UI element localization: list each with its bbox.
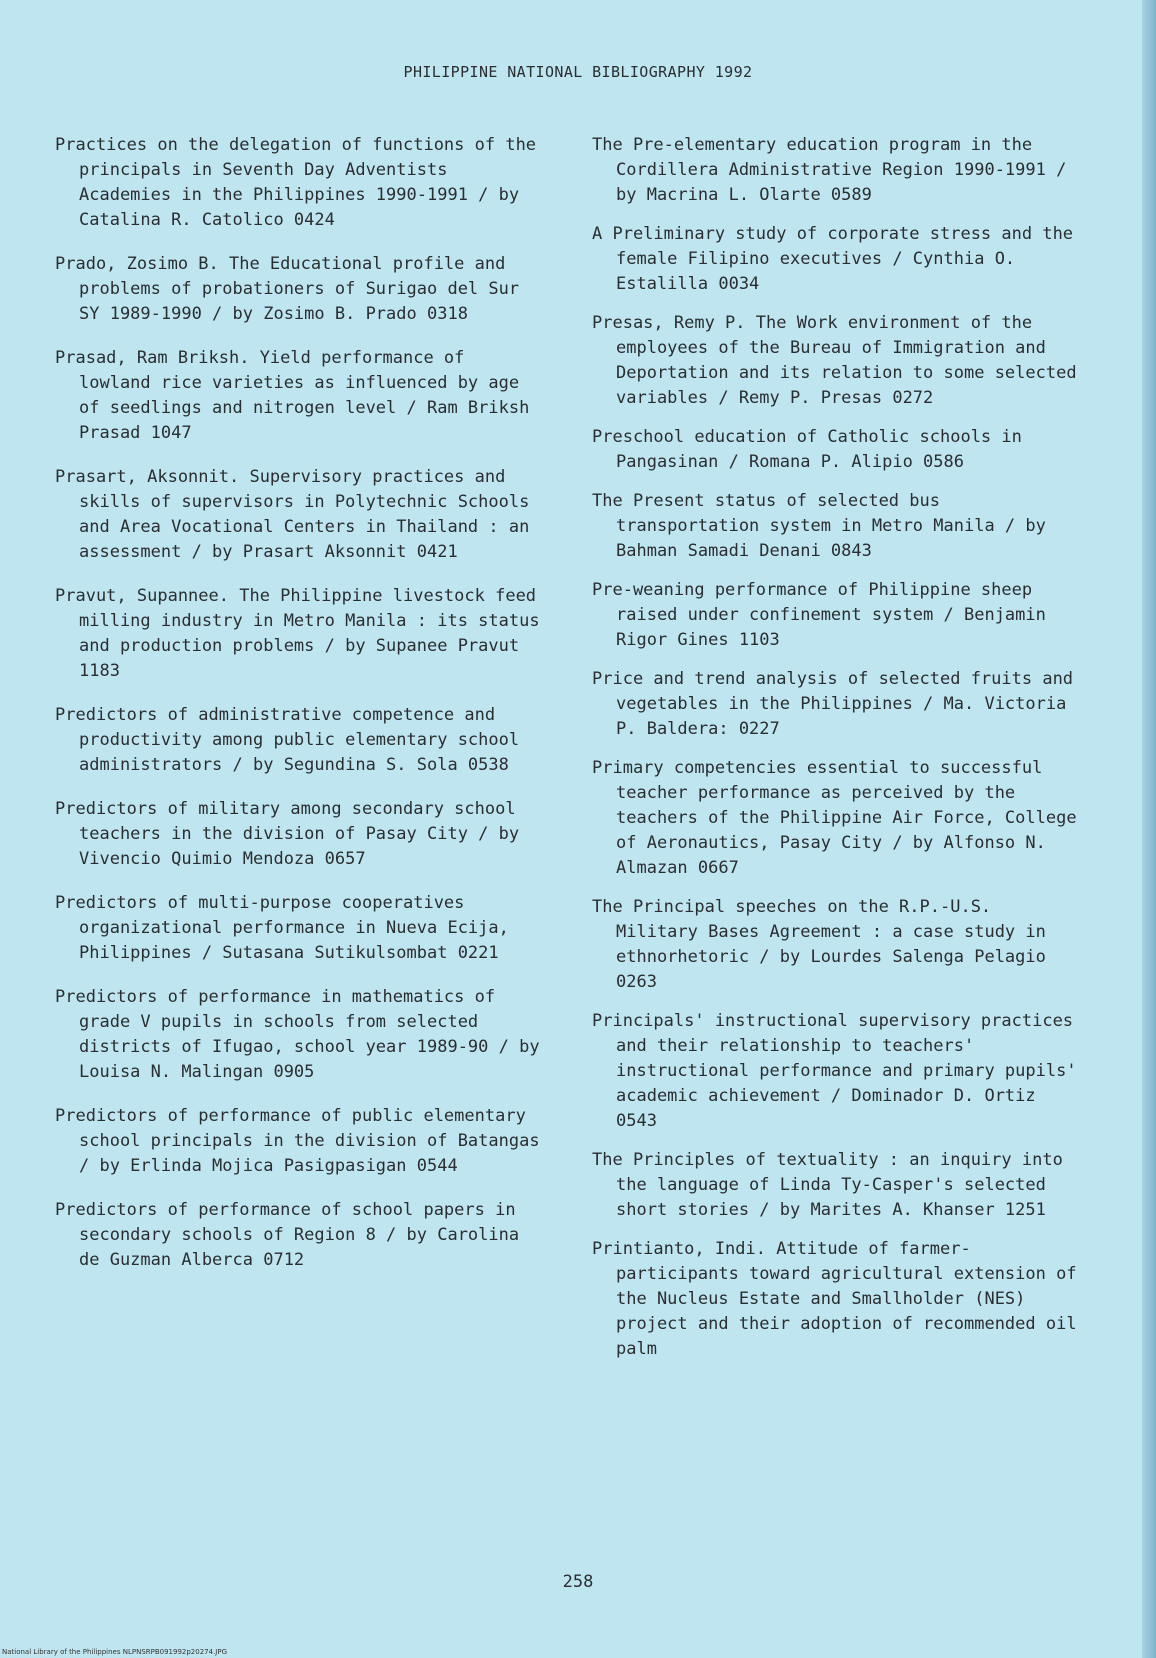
bib-entry: Pre-weaning performance of Philippine sheep raised under confinement system / Benjamin Rigor Gines 1103 xyxy=(592,580,1046,650)
page-header: PHILIPPINE NATIONAL BIBLIOGRAPHY 1992 xyxy=(403,63,753,81)
bib-entry: Predictors of performance in mathematics of grade V pupils in schools from selected districts of Ifugao, school year 1989-90 / by Louisa N. Malingan 0905 xyxy=(55,987,540,1082)
bib-entry: Prasart, Aksonnit. Supervisory practices and skills of supervisors in Polytechnic Schools and Area Vocational Centers in Thailand : an assessment / by Prasart Aksonnit 0421 xyxy=(55,467,530,562)
bib-entry: Primary competencies essential to successful teacher performance as perceived by the teachers of the Philippine Air Force, College of Aeronautics, Pasay City / by Alfonso N. Almazan 0667 xyxy=(592,758,1077,878)
bib-entry: Prado, Zosimo B. The Educational profile and problems of probationers of Surigao del Sur SY 1989-1990 / by Zosimo B. Prado 0318 xyxy=(55,254,520,324)
bib-entry: Predictors of administrative competence and productivity among public elementary school administrators / by Segundina S. Sola 0538 xyxy=(55,705,520,775)
bib-entry: Pravut, Supannee. The Philippine livestock feed milling industry in Metro Manila : its status and production problems / by Supanee Pravut 1183 xyxy=(55,586,540,681)
bib-entry: Principals' instructional supervisory practices and their relationship to teachers' instructional performance and primary pupils' academic achievement / Dominador D. Ortiz 0543 xyxy=(592,1011,1077,1131)
scan-credit: National Library of the Philippines NLPNSRPB091992p20274.JPG xyxy=(2,1648,228,1656)
bib-entry: Presas, Remy P. The Work environment of the employees of the Bureau of Immigration and Deportation and its relation to some selected variables / Remy P. Presas 0272 xyxy=(592,313,1077,408)
right-column xyxy=(592,133,1082,1362)
bib-entry: The Principal speeches on the R.P.-U.S. Military Bases Agreement : a case study in ethnorhetoric / by Lourdes Salenga Pelagio 0263 xyxy=(592,897,1046,992)
bib-entry: Predictors of performance of public elementary school principals in the division of Batangas / by Erlinda Mojica Pasigpasigan 0544 xyxy=(55,1106,540,1176)
bib-entry: The Principles of textuality : an inquiry into the language of Linda Ty-Casper's selected short stories / by Marites A. Khanser 1251 xyxy=(592,1150,1063,1220)
bib-entry: The Pre-elementary education program in the Cordillera Administrative Region 1990-1991 / by Macrina L. Olarte 0589 xyxy=(592,135,1067,205)
page-number: 258 xyxy=(562,1572,594,1592)
bib-entry: Prasad, Ram Briksh. Yield performance of lowland rice varieties as influenced by age of seedlings and nitrogen level / Ram Briksh Prasad 1047 xyxy=(55,348,530,443)
page-edge xyxy=(1142,0,1156,1658)
bib-entry: Price and trend analysis of selected fruits and vegetables in the Philippines / Ma. Victoria P. Baldera: 0227 xyxy=(592,669,1074,739)
bib-entry: Predictors of multi-purpose cooperatives organizational performance in Nueva Ecija, Philippines / Sutasana Sutikulsombat 0221 xyxy=(55,893,509,963)
bib-entry: The Present status of selected bus transportation system in Metro Manila / by Bahman Samadi Denani 0843 xyxy=(592,491,1046,561)
bib-entry: Predictors of military among secondary school teachers in the division of Pasay City / by Vivencio Quimio Mendoza 0657 xyxy=(55,799,520,869)
bib-entry: A Preliminary study of corporate stress and the female Filipino executives / Cynthia O. Estalilla 0034 xyxy=(592,224,1074,294)
bib-entry: Practices on the delegation of functions of the principals in Seventh Day Adventists Academies in the Philippines 1990-1991 / by Catalina R. Catolico 0424 xyxy=(55,135,537,230)
bib-entry: Predictors of performance of school papers in secondary schools of Region 8 / by Carolina de Guzman Alberca 0712 xyxy=(55,1200,520,1270)
left-column xyxy=(55,133,545,1273)
bib-entry: Preschool education of Catholic schools in Pangasinan / Romana P. Alipio 0586 xyxy=(592,427,1022,472)
bib-entry: Printianto, Indi. Attitude of farmer-participants toward agricultural extension of the Nucleus Estate and Smallholder (NES) project and their adoption of recommended oil palm xyxy=(592,1239,1077,1359)
